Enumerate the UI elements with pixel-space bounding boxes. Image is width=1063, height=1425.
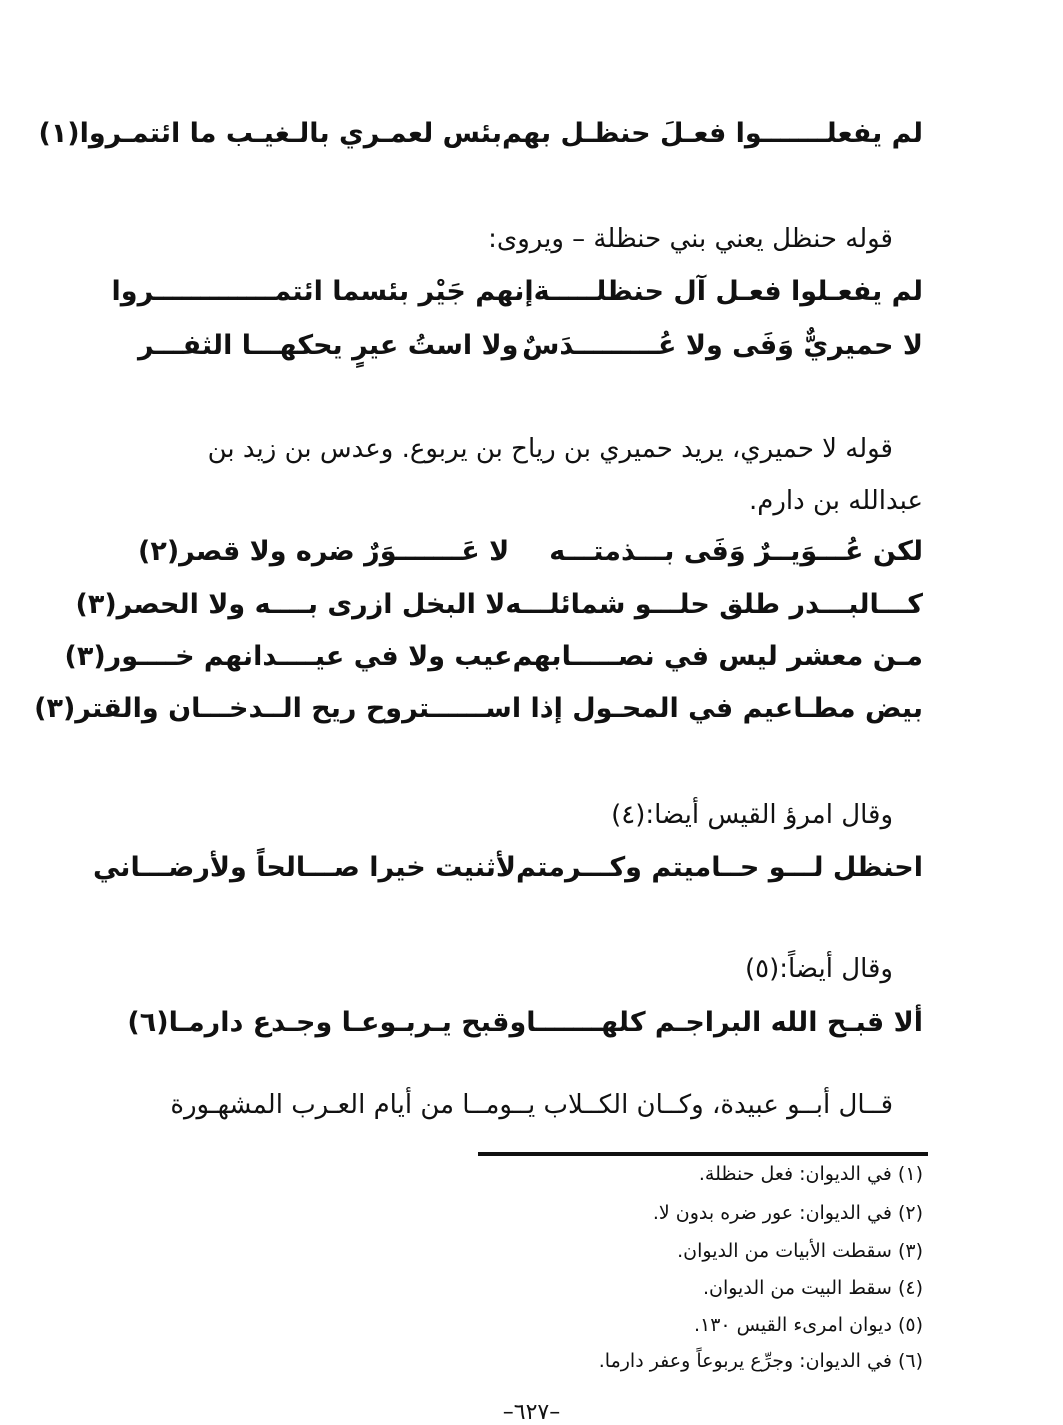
- verse-second-hemistich: لا عَـــــــوَرٌ ضره ولا قصر(٢): [138, 536, 510, 567]
- verse-first-hemistich: ألا قبـح الله البراجـم كلهـــــــا: [526, 1007, 923, 1038]
- verse-second-hemistich: ـــتروح ريح الــدخـــان والقتر(٣): [34, 693, 458, 724]
- verse-second-hemistich: لأثنيت خيرا صـــالحاً ولأرضـــاني: [92, 852, 517, 883]
- footnote: (٦) في الديوان: وجرِّع يربوعاً وعفر دارما.: [598, 1350, 923, 1372]
- page-number: –٦٢٧–: [502, 1400, 561, 1425]
- prose-line: قوله حنظل يعني بني حنظلة – ويروى:: [488, 224, 893, 254]
- verse-line: [138, 536, 923, 567]
- verse-first-hemistich: لكن عُـــوَيــرٌ وَفَى بـــذمتـــه: [549, 536, 923, 567]
- verse-first-hemistich: كـــالبـــدر طلق حلـــو شمائلـــه: [505, 589, 923, 620]
- verse-line: [127, 1007, 923, 1038]
- verse-line: [64, 641, 923, 672]
- footnote-separator: [478, 1152, 928, 1156]
- verse-first-hemistich: مـن معشر ليس في نصـــــابهم: [512, 641, 923, 672]
- verse-line: [34, 693, 923, 724]
- verse-first-hemistich: لم يفعلـــــــوا فعـلَ حنظـل بهم: [501, 118, 923, 149]
- verse-second-hemistich: بئس لعمـري بالـغيـب ما ائتمـروا(١): [38, 118, 502, 149]
- footnote: (١) في الديوان: فعل حنظلة.: [698, 1163, 923, 1185]
- footnote: (٣) سقطت الأبيات من الديوان.: [677, 1240, 923, 1262]
- verse-first-hemistich: لا حميريٌّ وَفَى ولا عُـــــــــدَسٌ: [522, 330, 923, 361]
- prose-line: وقال أيضاً:(٥): [744, 954, 893, 984]
- footnote: (٤) سقط البيت من الديوان.: [702, 1277, 923, 1299]
- prose-line: وقال امرؤ القيس أيضا:(٤): [611, 800, 893, 830]
- verse-second-hemistich: عيب ولا في عيــــدانهم خــــور(٣): [64, 641, 513, 672]
- verse-first-hemistich: احنظل لـــو حــاميتم وكـــرمتم: [516, 852, 923, 883]
- footnote: (٥) ديوان امرىء القيس ١٣٠.: [693, 1314, 923, 1336]
- verse-line: [138, 330, 923, 361]
- footnote: (٢) في الديوان: عور ضره بدون لا.: [652, 1202, 923, 1224]
- verse-second-hemistich: وقبح يـربـوعـا وجـدع دارمـا(٦): [127, 1007, 527, 1038]
- prose-line: عبدالله بن دارم.: [749, 486, 923, 516]
- verse-first-hemistich: لم يفعـلوا فعـل آل حنظلـــــة: [533, 276, 923, 307]
- prose-line: قــال أبــو عبيدة، وكــان الكــلاب يــومــا من أيام العـرب المشهـورة: [170, 1090, 893, 1120]
- verse-second-hemistich: ولا استُ عيرٍ يحكهـــا الثفـــر: [138, 330, 519, 361]
- verse-first-hemistich: بيض مطـاعيم في المحـول إذا اســـ: [457, 693, 923, 724]
- prose-line: قوله لا حميري، يريد حميري بن رياح بن يربوع. وعدس بن زيد بن: [207, 434, 893, 464]
- verse-line: [38, 118, 923, 149]
- verse-line: [75, 589, 923, 620]
- verse-line: [111, 276, 923, 307]
- verse-line: [92, 852, 923, 883]
- verse-second-hemistich: إنهم جَيْر بئسما ائتمـــــــــــــروا: [111, 276, 534, 307]
- verse-second-hemistich: لا البخل ازرى بــــه ولا الحصر(٣): [75, 589, 506, 620]
